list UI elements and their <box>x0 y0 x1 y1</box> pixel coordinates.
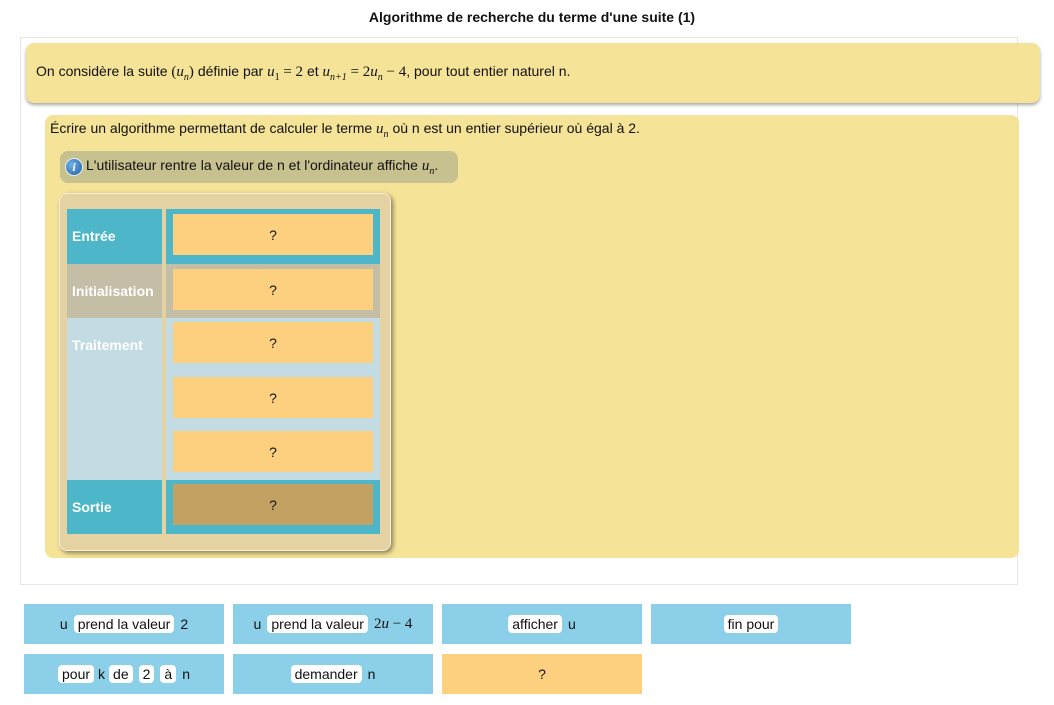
section-init <box>166 264 380 318</box>
hint-text: L'utilisateur rentre la valeur de n et l'ordinateur affiche $u_n$. <box>86 157 439 177</box>
section-processing <box>166 318 380 480</box>
statement-box <box>26 43 1040 103</box>
hint-box <box>60 151 458 183</box>
card-fin-pour[interactable]: fin pour <box>651 604 851 644</box>
section-label-input: Entrée <box>67 209 162 264</box>
info-icon: i <box>66 159 82 175</box>
section-output <box>166 480 380 534</box>
sequence-symbol: $(u_n)$ <box>171 64 194 83</box>
drop-slot-processing-2[interactable]: ? <box>173 377 373 418</box>
card-empty-slot[interactable]: ? <box>442 654 642 694</box>
section-label-processing: Traitement <box>67 318 162 480</box>
drop-slot-input[interactable]: ? <box>173 214 373 255</box>
recurrence-relation: $u_{n+1} = 2u_n - 4$ <box>322 64 407 83</box>
statement-text: On considère la suite $(u_n)$ définie par $u_1 = 2$ et $u_{n+1} = 2u_n - 4$, pour tout entier naturel n. <box>36 63 571 83</box>
page-title: Algorithme de recherche du terme d'une suite (1) <box>368 9 696 25</box>
section-label-output: Sortie <box>67 480 162 534</box>
first-term: $u_1 = 2$ <box>267 64 304 83</box>
card-u-prend-2u-4[interactable]: u prend la valeur 2u − 4 <box>233 604 433 644</box>
card-demander-n[interactable]: demander n <box>233 654 433 694</box>
card-pour-k[interactable]: pour k de 2 à n <box>24 654 224 694</box>
drop-slot-processing-1[interactable]: ? <box>173 322 373 363</box>
card-u-prend-2[interactable]: u prend la valeur 2 <box>24 604 224 644</box>
question-text: Écrire un algorithme permettant de calculer le terme $u_n$ où n est un entier supérieur où égal à 2. <box>50 120 640 140</box>
card-afficher-u[interactable]: afficher u <box>442 604 642 644</box>
algorithm-panel <box>59 193 391 551</box>
drop-slot-processing-3[interactable]: ? <box>173 431 373 472</box>
section-label-init: Initialisation <box>67 264 162 318</box>
drop-slot-init[interactable]: ? <box>173 269 373 310</box>
drop-slot-output[interactable]: ? <box>173 484 373 525</box>
question-box <box>45 115 1019 558</box>
section-input <box>166 209 380 264</box>
